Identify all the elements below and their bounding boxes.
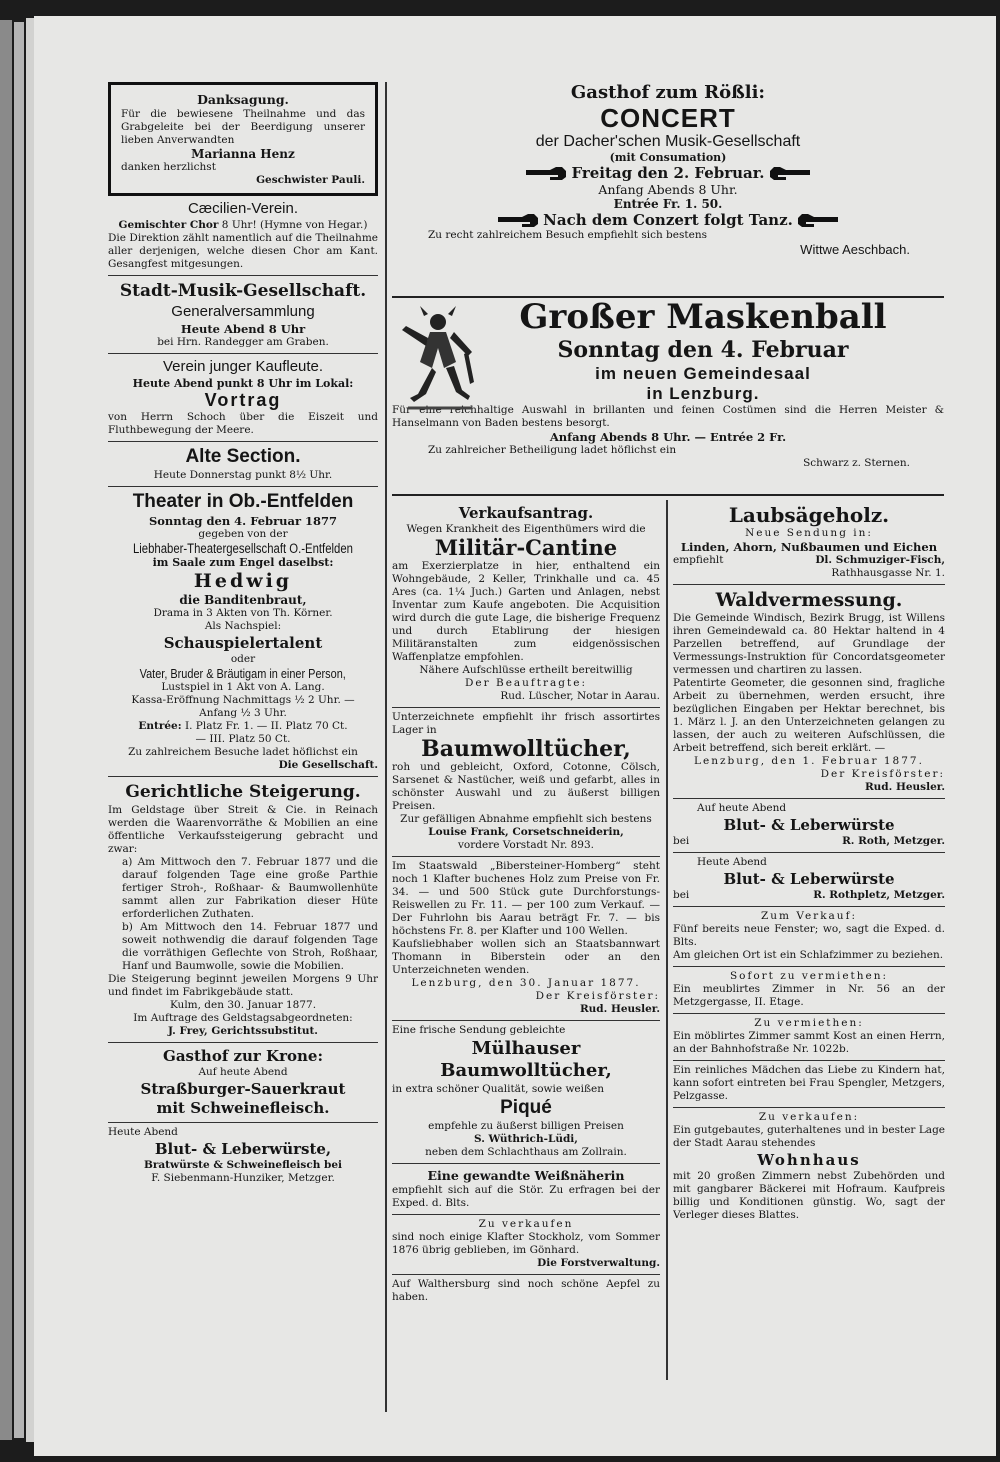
column-rule-left xyxy=(385,82,387,1412)
fenster-text2: Am gleichen Ort ist ein Schlafzimmer zu beziehen. xyxy=(673,949,944,961)
caecilien-title: Cæcilien-Verein. xyxy=(187,200,299,217)
stadtmusik-time: Heute Abend 8 Uhr xyxy=(180,322,306,336)
ad-roth xyxy=(673,799,945,853)
wohnhaus-text2: mit 20 großen Zimmern nebst Zubehörden und mit gangbarer Bäckerei mit Hofraum. Kaufpreis billig und Konditionen günstig. Wo, sagt der Verleger dieses Blattes. xyxy=(673,1170,945,1221)
holz-sign: Rud. Heusler. xyxy=(579,1003,660,1015)
theater-date: Sonntag den 4. Februar 1877 xyxy=(148,514,338,528)
page-edge-shadow xyxy=(0,20,12,1440)
theater-company: Liebhaber-Theatergesellschaft O.-Entfelden xyxy=(132,541,354,556)
gericht-date: Kulm, den 30. Januar 1877. xyxy=(169,999,317,1011)
baum-title: Baumwolltücher, xyxy=(421,736,631,762)
theater-lust: Lustspiel in 1 Akt von A. Lang. xyxy=(161,681,325,693)
naeh-text: empfiehlt sich auf die Stör. Zu erfragen bei der Exped. d. Blts. xyxy=(392,1184,660,1209)
baum-rec: Zur gefälligen Abnahme empfiehlt sich bestens xyxy=(400,813,652,825)
fenster-head: Zum Verkauf: xyxy=(760,910,857,922)
roth-sign: R. Roth, Metzger. xyxy=(842,835,945,847)
holz-date: Lenzburg, den 30. Januar 1877. xyxy=(411,977,641,989)
verk-title: Verkaufsantrag. xyxy=(458,504,594,522)
ad-laubsaegeholz xyxy=(673,500,945,585)
zimmer2-text: Ein möblirtes Zimmer sammt Kost an einen Herrn, an der Bahnhofstraße Nr. 1022b. xyxy=(673,1030,945,1055)
caecilien-text: Die Direktion zählt namentlich auf die Theilnahme aller derjenigen, welche diesen Chor am Kant. Gesangfest mitgesungen. xyxy=(108,232,378,270)
theater-entree2: — III. Platz 50 Ct. xyxy=(195,733,291,745)
concert-invite: Zu recht zahlreichem Besuch empfiehlt sich bestens xyxy=(428,229,707,241)
naeh-title: Eine gewandte Weißnäherin xyxy=(427,1168,625,1183)
ad-concert xyxy=(392,84,944,298)
concert-entree: Entrée Fr. 1. 50. xyxy=(613,197,723,211)
theater-play2: Schauspielertalent xyxy=(163,634,323,652)
theater-anfang: Anfang ½ 3 Uhr. xyxy=(199,707,287,719)
alte-section-text: Heute Donnerstag punkt 8½ Uhr. xyxy=(153,469,333,481)
stock-sign: Die Forstverwaltung. xyxy=(537,1257,660,1269)
verk-intro: Wegen Krankheit des Eigenthümers wird die xyxy=(406,523,646,535)
aepfel-text: Auf Walthersburg sind noch schöne Aepfel zu haben. xyxy=(392,1278,660,1303)
krone-dish2: mit Schweinefleisch. xyxy=(156,1099,330,1117)
rule-masken-bottom xyxy=(392,494,944,496)
siebenmann-sign: F. Siebenmann-Hunziker, Metzger. xyxy=(151,1172,335,1184)
holz-text: Im Staatswald „Bibersteiner-Homberg“ steht noch 1 Klafter buchenes Holz zum Preise von Fr. 34. — und 500 Stück gute Durchforstungs-Reiswellen zu Fr. 11. — per 100 zum Verkauf. — Der Fuhrlohn bis Aarau beträgt Fr. 7. — bis höchstens Fr. 8. per Klafter und 100 Wellen. xyxy=(392,860,660,937)
concert-h3: der Dacher'schen Musik-Gesellschaft xyxy=(535,133,801,150)
danksagung-title: Danksagung. xyxy=(197,92,289,107)
kaufleute-text: von Herrn Schoch über die Eiszeit und Fluthbewegung der Meere. xyxy=(108,411,378,436)
pointing-hand-right-icon xyxy=(526,167,566,181)
ad-kaufleute xyxy=(108,354,378,442)
column-left xyxy=(108,82,378,1412)
baum-text: roh und gebleicht, Oxford, Cotonne, Cölsch, Sarsenet & Nastücher, weiß und gefarbt, alles in schönster Auswahl und zu äußerst billigen Preisen. xyxy=(392,761,660,812)
masken-time: Anfang Abends 8 Uhr. — Entrée 2 Fr. xyxy=(549,430,787,444)
ad-weissnaeherin xyxy=(392,1164,660,1215)
gericht-sign: J. Frey, Gerichtssubstitut. xyxy=(168,1025,318,1037)
theater-nach: Als Nachspiel: xyxy=(204,620,282,632)
ad-waldvermessung xyxy=(673,585,945,799)
stadtmusik-sub: Generalversammlung xyxy=(171,303,315,320)
danksagung-sign: Geschwister Pauli. xyxy=(256,174,365,186)
top-right-block xyxy=(392,82,944,492)
theater-sign: Die Gesellschaft. xyxy=(278,759,378,771)
gericht-title: Gerichtliche Steigerung. xyxy=(125,782,361,802)
siebenmann-title: Blut- & Leberwürste, xyxy=(154,1140,332,1158)
wald-date: Lenzburg, den 1. Februar 1877. xyxy=(694,755,924,767)
column-rule-right xyxy=(666,500,668,1380)
verk-beauf: Der Beauftragte: xyxy=(464,677,588,689)
wald-forster: Der Kreisförster: xyxy=(820,768,945,780)
muel-text: in extra schöner Qualität, sowie weißen xyxy=(392,1083,604,1095)
holz-text2: Kaufsliebhaber wollen sich an Staatsbannwart Thomann in Biberstein oder an den Unterzeichneten wenden. xyxy=(392,938,660,976)
ad-zimmer-sofort xyxy=(673,967,945,1014)
theater-given: gegeben von der xyxy=(198,528,288,540)
verk-text: am Exerzierplatze in hier, enthaltend ein Wohngebäude, 2 Keller, Trinkhalle und ca. 45 Ares (ca. 1¼ Juch.) Garten und Anlagen, nebst Inventar zum Kaufe angeboten. Die Acquisition wird durch die gute Lage, die bisherige Frequenz und durch Etablirung der hiesigen Militäranstalten zum eidgenössischen Waffenplatze empfohlen. xyxy=(392,560,660,663)
ad-alte-section xyxy=(108,442,378,487)
masken-date: Sonntag den 4. Februar xyxy=(557,337,849,363)
muel-title: Mülhauser Baumwolltücher, xyxy=(440,1038,612,1081)
kaufleute-title: Verein junger Kaufleute. xyxy=(162,358,324,375)
wald-title: Waldvermessung. xyxy=(715,589,903,611)
theater-play3: Vater, Bruder & Bräutigam in einer Person, xyxy=(139,666,347,681)
ad-stockholz xyxy=(392,1215,660,1275)
masken-place1: im neuen Gemeindesaal xyxy=(595,364,811,383)
laub-addr: Rathhausgasse Nr. 1. xyxy=(831,567,945,579)
fenster-text: Fünf bereits neue Fenster; wo, sagt die Exped. d. Blts. xyxy=(673,923,945,948)
wohnhaus-title: Wohnhaus xyxy=(757,1151,861,1169)
ad-zimmer-kost xyxy=(673,1014,945,1061)
rothpletz-title: Blut- & Leberwürste xyxy=(723,870,895,888)
krone-sub: Auf heute Abend xyxy=(198,1066,288,1078)
theater-drama: Drama in 3 Akten von Th. Körner. xyxy=(153,607,333,619)
concert-anfang: Anfang Abends 8 Uhr. xyxy=(598,182,738,197)
wohnhaus-head: Zu verkaufen: xyxy=(758,1111,860,1123)
concert-h4: (mit Consumation) xyxy=(609,151,727,164)
ad-wohnhaus xyxy=(673,1108,945,1226)
danksagung-text2: danken herzlichst xyxy=(121,161,216,173)
caecilien-choir: Gemischter Chor xyxy=(118,219,219,231)
gericht-text: Im Geldstage über Streit & Cie. in Reinach werden die Waarenvorräthe & Mobilien an eine öffentliche Verkaufssteigerung gebracht und zwar: xyxy=(108,804,378,855)
theater-title: Theater in Ob.-Entfelden xyxy=(132,491,354,512)
rothpletz-sub: Heute Abend xyxy=(697,856,767,868)
stock-head: Zu verkaufen xyxy=(478,1218,574,1230)
ad-theater xyxy=(108,487,378,777)
column-middle xyxy=(392,500,660,1380)
krone-dish1: Straßburger-Sauerkraut xyxy=(140,1080,346,1098)
pointing-hand-right-icon-2 xyxy=(498,214,538,228)
muel-pique: Piqué xyxy=(500,1097,552,1118)
muel-addr: neben dem Schlachthaus am Zollrain. xyxy=(425,1146,627,1158)
ad-aepfel xyxy=(392,1275,660,1308)
ad-stadtmusik xyxy=(108,276,378,354)
baum-addr: vordere Vorstadt Nr. 893. xyxy=(458,839,594,851)
masken-invite: Zu zahlreicher Betheiligung ladet höflichst ein xyxy=(428,444,677,456)
theater-subtitle: die Banditenbraut, xyxy=(179,593,307,607)
theater-kassa: Kassa-Eröffnung Nachmittags ½ 2 Uhr. — xyxy=(131,694,355,706)
ad-baumwolltuecher xyxy=(392,708,660,857)
theater-entree-label: Entrée: xyxy=(138,720,182,732)
zimmer1-text: Ein meublirtes Zimmer in Nr. 56 an der Metzgergasse, II. Etage. xyxy=(673,983,945,1008)
theater-oder: oder xyxy=(230,653,256,665)
wald-text2: Patentirte Geometer, die gesonnen sind, fragliche Arbeit zu übernehmen, werden ersucht, ihre bezüglichen Eingaben per Hektar berechnet, bis 1. März l. J. an den Unterzeichneten gelangen zu lassen, der auch zu weiteren Aufschlüssen, die Arbeit betreffend, sich bereit erklärt. — xyxy=(673,677,945,754)
zimmer2-head: Zu vermiethen: xyxy=(754,1017,864,1029)
theater-invite: Zu zahlreichem Besuche ladet höflichst ein xyxy=(128,746,358,758)
laub-title: Laubsägeholz. xyxy=(728,503,890,527)
ad-maskenball xyxy=(392,298,944,492)
roth-sub: Auf heute Abend xyxy=(697,802,787,814)
masken-place2: in Lenzburg. xyxy=(646,384,760,403)
wald-text: Die Gemeinde Windisch, Bezirk Brugg, ist Willens ihren Gemeindewald ca. 80 Hektar haltend in 4 Parzellen betreffend, auf Grundlage der Vermessungs-Instruktion für Concordatsgeometer vermessen und chartiren zu lassen. xyxy=(673,612,945,676)
gericht-b: b) Am Mittwoch den 14. Februar 1877 und soweit nothwendig die darauf folgenden Tage die vorräthigen Geflechte von Stroh, Roßhaar, Hanf und Baumwolle, sowie die Mobilien. xyxy=(122,921,378,972)
theater-entree1: I. Platz Fr. 1. — II. Platz 70 Ct. xyxy=(184,720,348,732)
baum-intro: Unterzeichnete empfiehlt ihr frisch assortirtes Lager in xyxy=(392,711,660,736)
verk-name: Militär-Cantine xyxy=(434,535,618,560)
laub-rec: empfiehlt xyxy=(673,554,724,566)
stadtmusik-title: Stadt-Musik-Gesellschaft. xyxy=(119,281,367,301)
ad-krone xyxy=(108,1043,378,1123)
muel-sign: S. Wüthrich-Lüdi, xyxy=(474,1133,578,1145)
ad-caecilien xyxy=(108,196,378,276)
danksagung-text: Für die bewiesene Theilnahme und das Grabgeleite bei der Beerdigung unserer lieben Anverwandten xyxy=(121,108,365,146)
ad-fenster xyxy=(673,907,945,967)
ad-gerichtliche-steigerung xyxy=(108,777,378,1043)
maedchen-text: Ein reinliches Mädchen das Liebe zu Kindern hat, kann sofort eintreten bei Frau Spengler, Metzgers, Pelzgasse. xyxy=(673,1064,945,1102)
concert-date: Freitag den 2. Februar. xyxy=(571,164,765,182)
wald-sign: Rud. Heusler. xyxy=(864,781,945,793)
masken-text: Für eine reichhaltige Auswahl in brillanten und feinen Costümen sind die Herren Meister & Hanselmann von Baden bestens besorgt. xyxy=(392,404,944,429)
laub-woods: Linden, Ahorn, Nußbaumen und Eichen xyxy=(680,540,938,554)
roth-title: Blut- & Leberwürste xyxy=(723,816,895,834)
kaufleute-vortrag: Vortrag xyxy=(204,390,282,410)
rothpletz-bei: bei xyxy=(673,889,690,901)
roth-bei: bei xyxy=(673,835,690,847)
siebenmann-line: Bratwürste & Schweinefleisch bei xyxy=(143,1159,343,1171)
page-edge-shadow-3 xyxy=(26,18,34,1442)
gericht-a: a) Am Mittwoch den 7. Februar 1877 und die darauf folgenden Tage eine große Parthie fertiger Stroh-, Roßhaar- & Baumwollenhüte sammt allen zur Fabrikation dieser Hüte erforderlichen Zuthaten. xyxy=(122,856,378,920)
baum-sign: Louise Frank, Corsetschneiderin, xyxy=(428,826,624,838)
pointing-hand-left-icon-2 xyxy=(798,214,838,228)
alte-section-title: Alte Section. xyxy=(185,446,301,467)
concert-sign: Wittwe Aeschbach. xyxy=(800,242,910,257)
masken-title: Großer Maskenball xyxy=(519,297,887,337)
page-edge-shadow-2 xyxy=(14,22,24,1438)
gericht-auftrag: Im Auftrage des Geldstagsabgeordneten: xyxy=(133,1012,353,1024)
muel-intro: Eine frische Sendung gebleichte xyxy=(392,1024,566,1036)
ad-verkaufsantrag xyxy=(392,500,660,708)
column-right xyxy=(673,500,945,1380)
krone-title: Gasthof zur Krone: xyxy=(163,1047,323,1065)
laub-sign: Dl. Schmuziger-Fisch, xyxy=(815,554,945,566)
kaufleute-time: Heute Abend punkt 8 Uhr im Lokal: xyxy=(132,377,354,390)
stock-text: sind noch einige Klafter Stockholz, vom Sommer 1876 übrig geblieben, im Gönhard. xyxy=(392,1231,660,1256)
concert-h2: CONCERT xyxy=(600,103,736,133)
ad-danksagung xyxy=(108,82,378,196)
stadtmusik-place: bei Hrn. Randegger am Graben. xyxy=(157,336,329,348)
pointing-hand-left-icon xyxy=(770,167,810,181)
danksagung-name: Marianna Henz xyxy=(191,147,295,161)
laub-sub: Neue Sendung in: xyxy=(745,527,873,539)
wohnhaus-text: Ein gutgebautes, guterhaltenes und in bester Lage der Stadt Aarau stehendes xyxy=(673,1124,945,1149)
ad-rothpletz xyxy=(673,853,945,907)
jester-illustration-icon xyxy=(398,304,484,416)
theater-play: Hedwig xyxy=(193,570,293,592)
holz-forster: Der Kreisförster: xyxy=(535,990,660,1002)
rothpletz-sign: R. Rothpletz, Metzger. xyxy=(813,889,945,901)
verk-info: Nähere Aufschlüsse ertheilt bereitwillig xyxy=(419,664,633,676)
theater-place: im Saale zum Engel daselbst: xyxy=(152,556,334,569)
zimmer1-head: Sofort zu vermiethen: xyxy=(729,970,889,982)
ad-holz xyxy=(392,857,660,1021)
siebenmann-sub: Heute Abend xyxy=(108,1126,178,1138)
verk-sign: Rud. Lüscher, Notar in Aarau. xyxy=(500,690,660,702)
concert-h1: Gasthof zum Rößli: xyxy=(570,82,766,103)
masken-sign: Schwarz z. Sternen. xyxy=(803,457,910,469)
ad-maedchen xyxy=(673,1061,945,1108)
muel-rec: empfehle zu äußerst billigen Preisen xyxy=(428,1120,624,1132)
gericht-text2: Die Steigerung beginnt jeweilen Morgens 9 Uhr und findet im Fabrikgebäude statt. xyxy=(108,973,378,998)
ad-muelhauser xyxy=(392,1021,660,1164)
caecilien-time: 8 Uhr! (Hymne von Hegar.) xyxy=(221,219,368,231)
ad-siebenmann xyxy=(108,1123,378,1189)
concert-tanz: Nach dem Conzert folgt Tanz. xyxy=(543,211,793,229)
